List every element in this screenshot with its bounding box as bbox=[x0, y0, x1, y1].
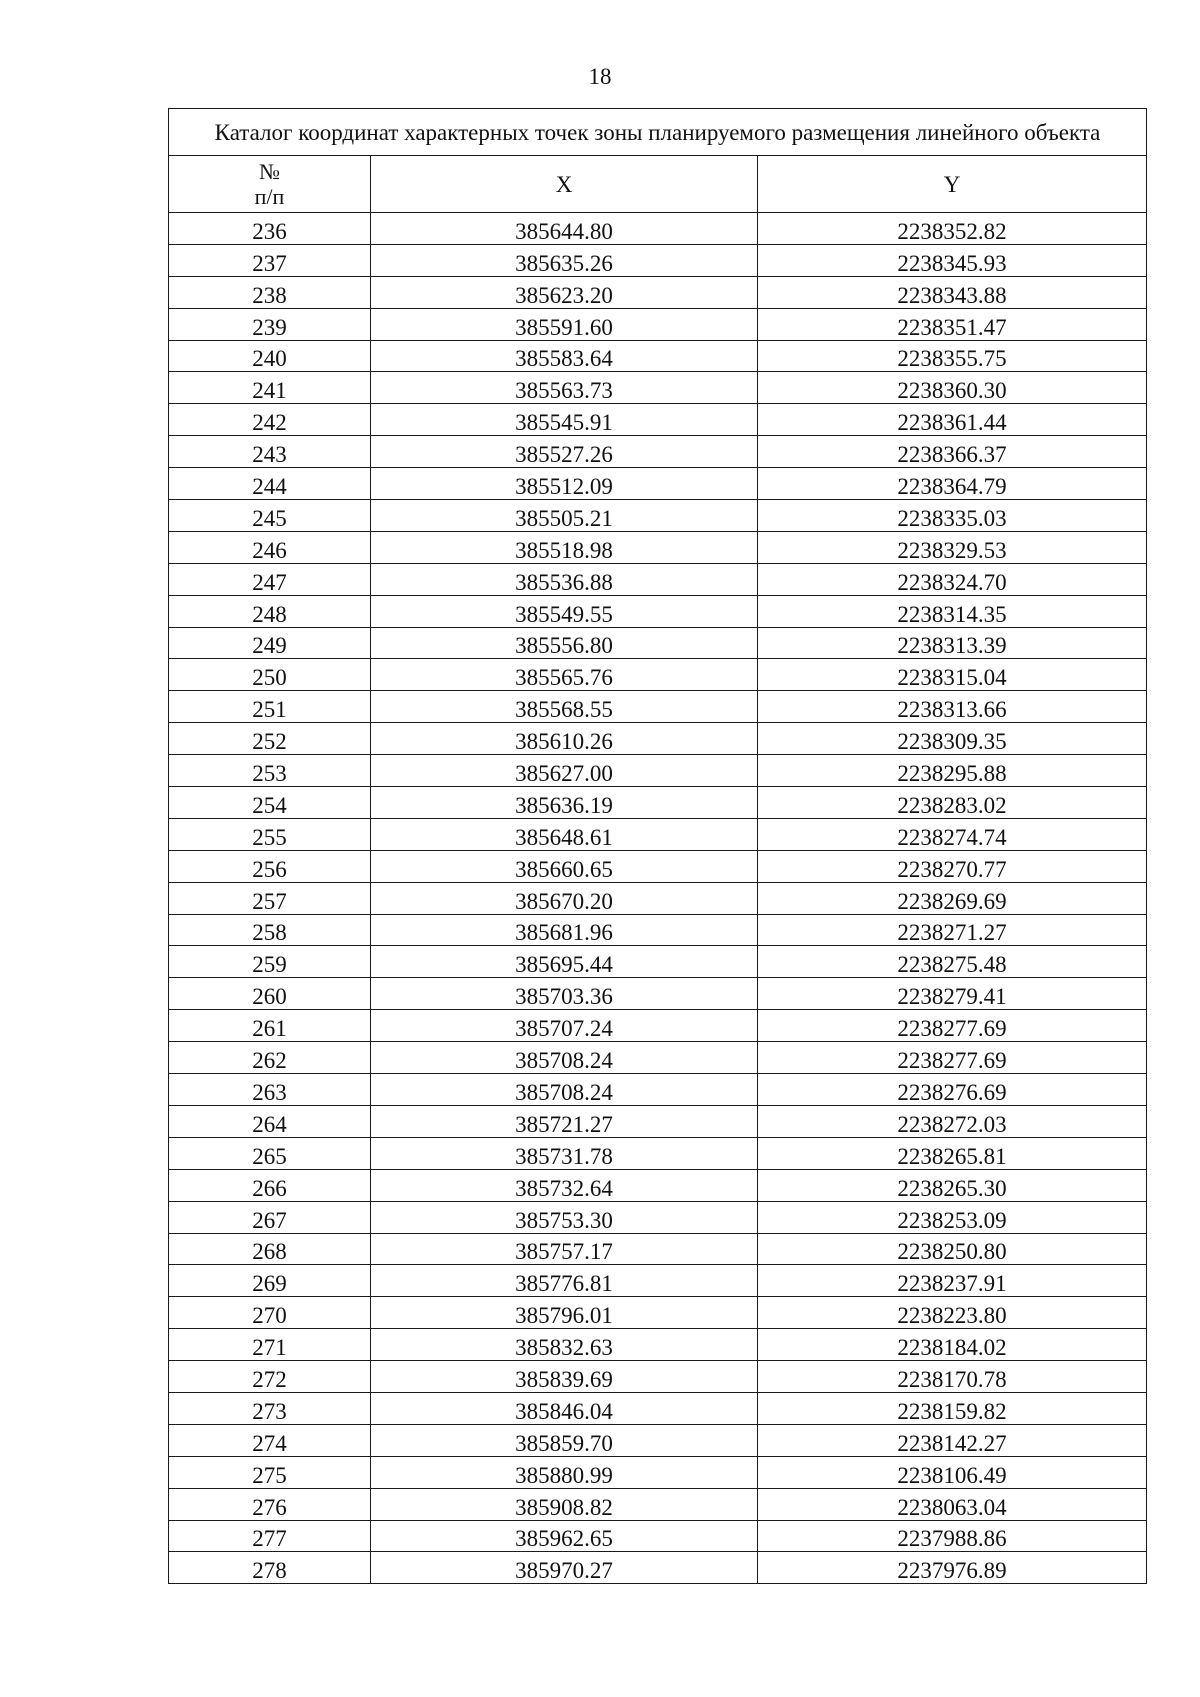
x-coordinate-cell: 385563.73 bbox=[371, 372, 758, 404]
y-coordinate-cell: 2238279.41 bbox=[758, 978, 1147, 1010]
y-coordinate-cell: 2238352.82 bbox=[758, 213, 1147, 245]
point-number-cell: 243 bbox=[169, 436, 371, 468]
point-number-cell: 237 bbox=[169, 244, 371, 276]
point-number-cell: 257 bbox=[169, 882, 371, 914]
y-coordinate-cell: 2238277.69 bbox=[758, 1042, 1147, 1074]
y-coordinate-cell: 2238106.49 bbox=[758, 1456, 1147, 1488]
y-coordinate-cell: 2238360.30 bbox=[758, 372, 1147, 404]
point-number-cell: 278 bbox=[169, 1552, 371, 1584]
x-coordinate-cell: 385636.19 bbox=[371, 787, 758, 819]
x-coordinate-cell: 385846.04 bbox=[371, 1392, 758, 1424]
y-coordinate-cell: 2238343.88 bbox=[758, 276, 1147, 308]
point-number-cell: 250 bbox=[169, 659, 371, 691]
x-coordinate-cell: 385757.17 bbox=[371, 1233, 758, 1265]
y-coordinate-cell: 2238271.27 bbox=[758, 914, 1147, 946]
y-coordinate-cell: 2238270.77 bbox=[758, 850, 1147, 882]
point-number-cell: 241 bbox=[169, 372, 371, 404]
x-coordinate-cell: 385753.30 bbox=[371, 1201, 758, 1233]
x-coordinate-cell: 385839.69 bbox=[371, 1361, 758, 1393]
x-coordinate-cell: 385623.20 bbox=[371, 276, 758, 308]
x-coordinate-cell: 385583.64 bbox=[371, 340, 758, 372]
point-number-cell: 240 bbox=[169, 340, 371, 372]
y-coordinate-cell: 2238274.74 bbox=[758, 818, 1147, 850]
table-row bbox=[169, 595, 1147, 627]
point-number-cell: 256 bbox=[169, 850, 371, 882]
table-row bbox=[169, 1520, 1147, 1552]
table-row bbox=[169, 1552, 1147, 1584]
y-coordinate-cell: 2238366.37 bbox=[758, 436, 1147, 468]
x-coordinate-cell: 385776.81 bbox=[371, 1265, 758, 1297]
table-row bbox=[169, 213, 1147, 245]
y-coordinate-cell: 2238345.93 bbox=[758, 244, 1147, 276]
point-number-cell: 244 bbox=[169, 468, 371, 500]
table-row bbox=[169, 531, 1147, 563]
table-row bbox=[169, 1137, 1147, 1169]
x-coordinate-cell: 385556.80 bbox=[371, 627, 758, 659]
x-coordinate-cell: 385731.78 bbox=[371, 1137, 758, 1169]
y-coordinate-cell: 2238277.69 bbox=[758, 1010, 1147, 1042]
y-coordinate-cell: 2238314.35 bbox=[758, 595, 1147, 627]
point-number-cell: 269 bbox=[169, 1265, 371, 1297]
y-coordinate-cell: 2238250.80 bbox=[758, 1233, 1147, 1265]
y-coordinate-cell: 2238159.82 bbox=[758, 1392, 1147, 1424]
table-row bbox=[169, 1042, 1147, 1074]
x-coordinate-cell: 385512.09 bbox=[371, 468, 758, 500]
x-coordinate-cell: 385908.82 bbox=[371, 1488, 758, 1520]
table-row bbox=[169, 1488, 1147, 1520]
x-coordinate-cell: 385732.64 bbox=[371, 1169, 758, 1201]
point-number-cell: 247 bbox=[169, 563, 371, 595]
table-row bbox=[169, 691, 1147, 723]
table-row bbox=[169, 244, 1147, 276]
point-number-cell: 276 bbox=[169, 1488, 371, 1520]
table-row bbox=[169, 563, 1147, 595]
table-row bbox=[169, 500, 1147, 532]
x-coordinate-cell: 385880.99 bbox=[371, 1456, 758, 1488]
table-row bbox=[169, 1169, 1147, 1201]
point-number-cell: 254 bbox=[169, 787, 371, 819]
point-number-cell: 251 bbox=[169, 691, 371, 723]
table-row bbox=[169, 1424, 1147, 1456]
point-number-cell: 273 bbox=[169, 1392, 371, 1424]
x-coordinate-cell: 385721.27 bbox=[371, 1105, 758, 1137]
x-coordinate-cell: 385549.55 bbox=[371, 595, 758, 627]
table-row bbox=[169, 1361, 1147, 1393]
x-coordinate-cell: 385970.27 bbox=[371, 1552, 758, 1584]
table-header-row bbox=[169, 156, 1147, 213]
point-number-cell: 236 bbox=[169, 213, 371, 245]
point-number-cell: 275 bbox=[169, 1456, 371, 1488]
y-coordinate-cell: 2238223.80 bbox=[758, 1297, 1147, 1329]
point-number-cell: 262 bbox=[169, 1042, 371, 1074]
y-coordinate-cell: 2238283.02 bbox=[758, 787, 1147, 819]
point-number-cell: 264 bbox=[169, 1105, 371, 1137]
table-row bbox=[169, 1456, 1147, 1488]
table-row bbox=[169, 1265, 1147, 1297]
x-coordinate-cell: 385635.26 bbox=[371, 244, 758, 276]
table-row bbox=[169, 1010, 1147, 1042]
table-row bbox=[169, 946, 1147, 978]
x-coordinate-cell: 385660.65 bbox=[371, 850, 758, 882]
x-coordinate-cell: 385505.21 bbox=[371, 500, 758, 532]
x-coordinate-cell: 385796.01 bbox=[371, 1297, 758, 1329]
point-number-cell: 265 bbox=[169, 1137, 371, 1169]
x-coordinate-cell: 385703.36 bbox=[371, 978, 758, 1010]
x-coordinate-cell: 385859.70 bbox=[371, 1424, 758, 1456]
x-coordinate-cell: 385708.24 bbox=[371, 1074, 758, 1106]
x-coordinate-cell: 385610.26 bbox=[371, 723, 758, 755]
table-row bbox=[169, 308, 1147, 340]
table-row bbox=[169, 659, 1147, 691]
y-coordinate-cell: 2238269.69 bbox=[758, 882, 1147, 914]
y-coordinate-cell: 2238329.53 bbox=[758, 531, 1147, 563]
y-coordinate-cell: 2238265.30 bbox=[758, 1169, 1147, 1201]
x-coordinate-cell: 385591.60 bbox=[371, 308, 758, 340]
x-coordinate-cell: 385681.96 bbox=[371, 914, 758, 946]
table-body bbox=[169, 213, 1147, 1584]
column-header-number-symbol: № bbox=[259, 158, 280, 184]
y-coordinate-cell: 2237976.89 bbox=[758, 1552, 1147, 1584]
y-coordinate-cell: 2238237.91 bbox=[758, 1265, 1147, 1297]
point-number-cell: 246 bbox=[169, 531, 371, 563]
column-header-number-abbr: п/п bbox=[254, 184, 285, 209]
y-coordinate-cell: 2238361.44 bbox=[758, 404, 1147, 436]
table-caption: Каталог координат характерных точек зоны планируемого размещения линейного объекта bbox=[169, 109, 1147, 156]
x-coordinate-cell: 385708.24 bbox=[371, 1042, 758, 1074]
point-number-cell: 274 bbox=[169, 1424, 371, 1456]
table-row bbox=[169, 755, 1147, 787]
x-coordinate-cell: 385627.00 bbox=[371, 755, 758, 787]
table-row bbox=[169, 1297, 1147, 1329]
table-row bbox=[169, 723, 1147, 755]
column-header-number bbox=[169, 156, 371, 213]
y-coordinate-cell: 2238272.03 bbox=[758, 1105, 1147, 1137]
x-coordinate-cell: 385962.65 bbox=[371, 1520, 758, 1552]
point-number-cell: 249 bbox=[169, 627, 371, 659]
table-caption-row bbox=[169, 109, 1147, 156]
y-coordinate-cell: 2238063.04 bbox=[758, 1488, 1147, 1520]
table-row bbox=[169, 978, 1147, 1010]
y-coordinate-cell: 2238276.69 bbox=[758, 1074, 1147, 1106]
y-coordinate-cell: 2238309.35 bbox=[758, 723, 1147, 755]
column-header-x: X bbox=[371, 156, 758, 213]
y-coordinate-cell: 2238253.09 bbox=[758, 1201, 1147, 1233]
y-coordinate-cell: 2238275.48 bbox=[758, 946, 1147, 978]
table-row bbox=[169, 1201, 1147, 1233]
x-coordinate-cell: 385565.76 bbox=[371, 659, 758, 691]
x-coordinate-cell: 385568.55 bbox=[371, 691, 758, 723]
x-coordinate-cell: 385536.88 bbox=[371, 563, 758, 595]
y-coordinate-cell: 2238142.27 bbox=[758, 1424, 1147, 1456]
point-number-cell: 271 bbox=[169, 1329, 371, 1361]
y-coordinate-cell: 2238265.81 bbox=[758, 1137, 1147, 1169]
coordinates-table bbox=[168, 108, 1147, 1584]
y-coordinate-cell: 2238335.03 bbox=[758, 500, 1147, 532]
x-coordinate-cell: 385644.80 bbox=[371, 213, 758, 245]
y-coordinate-cell: 2238324.70 bbox=[758, 563, 1147, 595]
point-number-cell: 253 bbox=[169, 755, 371, 787]
point-number-cell: 263 bbox=[169, 1074, 371, 1106]
x-coordinate-cell: 385707.24 bbox=[371, 1010, 758, 1042]
table-row bbox=[169, 276, 1147, 308]
point-number-cell: 270 bbox=[169, 1297, 371, 1329]
table-row bbox=[169, 818, 1147, 850]
point-number-cell: 245 bbox=[169, 500, 371, 532]
x-coordinate-cell: 385518.98 bbox=[371, 531, 758, 563]
point-number-cell: 255 bbox=[169, 818, 371, 850]
y-coordinate-cell: 2238351.47 bbox=[758, 308, 1147, 340]
table-row bbox=[169, 1074, 1147, 1106]
y-coordinate-cell: 2238313.66 bbox=[758, 691, 1147, 723]
point-number-cell: 260 bbox=[169, 978, 371, 1010]
point-number-cell: 266 bbox=[169, 1169, 371, 1201]
x-coordinate-cell: 385545.91 bbox=[371, 404, 758, 436]
point-number-cell: 239 bbox=[169, 308, 371, 340]
table-row bbox=[169, 404, 1147, 436]
x-coordinate-cell: 385832.63 bbox=[371, 1329, 758, 1361]
table-row bbox=[169, 340, 1147, 372]
y-coordinate-cell: 2238364.79 bbox=[758, 468, 1147, 500]
y-coordinate-cell: 2238315.04 bbox=[758, 659, 1147, 691]
x-coordinate-cell: 385648.61 bbox=[371, 818, 758, 850]
y-coordinate-cell: 2237988.86 bbox=[758, 1520, 1147, 1552]
column-header-y: Y bbox=[758, 156, 1147, 213]
coordinates-table-container bbox=[168, 108, 1146, 1584]
y-coordinate-cell: 2238295.88 bbox=[758, 755, 1147, 787]
table-row bbox=[169, 787, 1147, 819]
y-coordinate-cell: 2238184.02 bbox=[758, 1329, 1147, 1361]
point-number-cell: 261 bbox=[169, 1010, 371, 1042]
point-number-cell: 268 bbox=[169, 1233, 371, 1265]
table-row bbox=[169, 1105, 1147, 1137]
point-number-cell: 277 bbox=[169, 1520, 371, 1552]
point-number-cell: 252 bbox=[169, 723, 371, 755]
x-coordinate-cell: 385527.26 bbox=[371, 436, 758, 468]
point-number-cell: 267 bbox=[169, 1201, 371, 1233]
table-row bbox=[169, 882, 1147, 914]
table-row bbox=[169, 1233, 1147, 1265]
table-row bbox=[169, 1329, 1147, 1361]
y-coordinate-cell: 2238313.39 bbox=[758, 627, 1147, 659]
y-coordinate-cell: 2238355.75 bbox=[758, 340, 1147, 372]
table-row bbox=[169, 468, 1147, 500]
point-number-cell: 259 bbox=[169, 946, 371, 978]
page-number: 18 bbox=[588, 64, 612, 89]
point-number-cell: 238 bbox=[169, 276, 371, 308]
y-coordinate-cell: 2238170.78 bbox=[758, 1361, 1147, 1393]
x-coordinate-cell: 385695.44 bbox=[371, 946, 758, 978]
point-number-cell: 242 bbox=[169, 404, 371, 436]
point-number-cell: 258 bbox=[169, 914, 371, 946]
table-row bbox=[169, 436, 1147, 468]
table-row bbox=[169, 372, 1147, 404]
table-row bbox=[169, 1392, 1147, 1424]
table-row bbox=[169, 914, 1147, 946]
point-number-cell: 272 bbox=[169, 1361, 371, 1393]
table-row bbox=[169, 850, 1147, 882]
table-row bbox=[169, 627, 1147, 659]
x-coordinate-cell: 385670.20 bbox=[371, 882, 758, 914]
point-number-cell: 248 bbox=[169, 595, 371, 627]
